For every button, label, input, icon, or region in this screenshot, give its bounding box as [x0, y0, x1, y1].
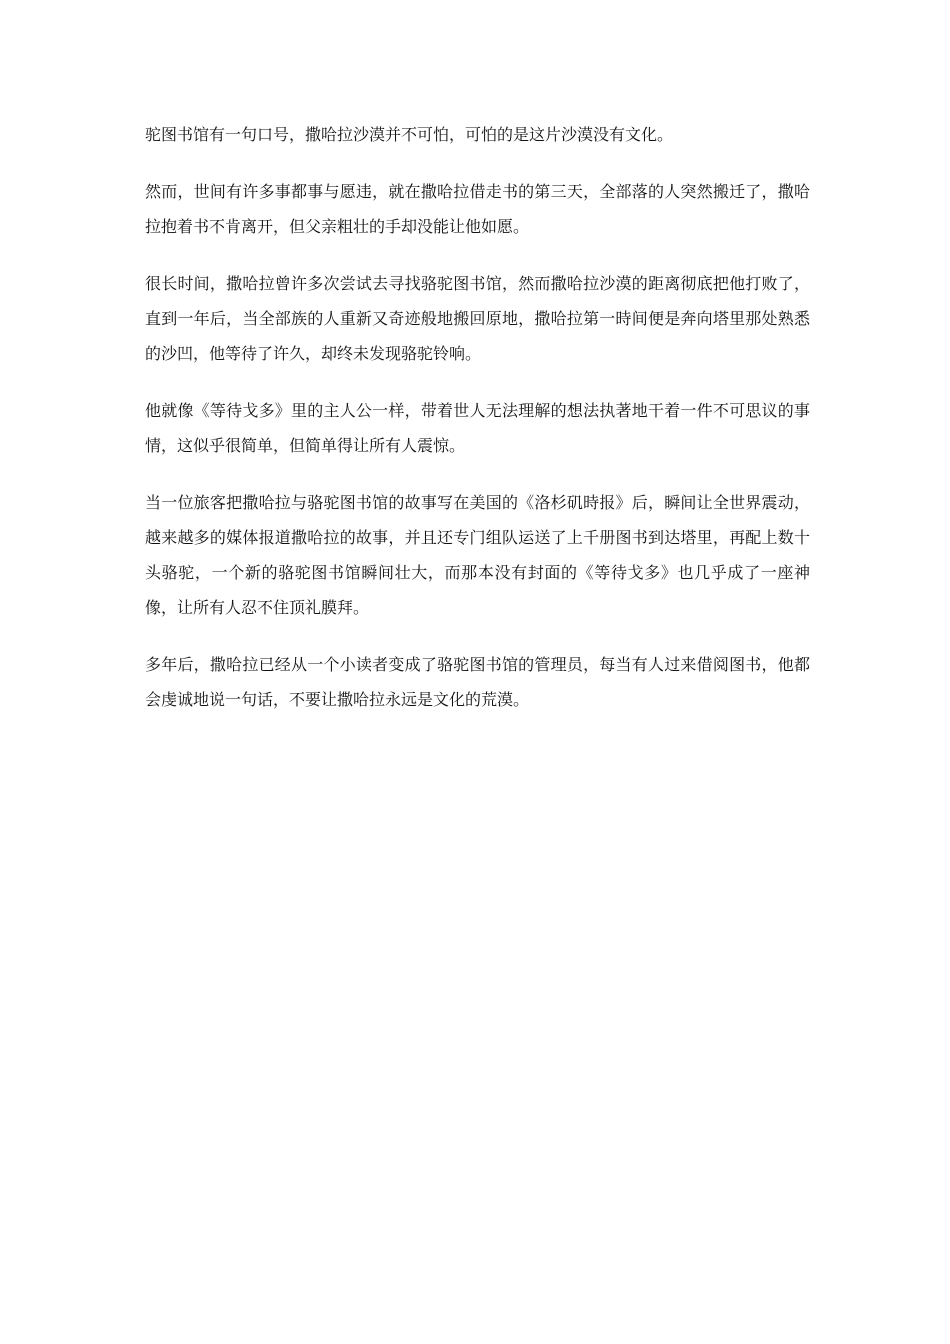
- paragraph-4: 他就像《等待戈多》里的主人公一样，带着世人无法理解的想法执著地干着一件不可思议的事情，这似乎很简单，但简单得让所有人震惊。: [145, 401, 810, 455]
- paragraph-6: 多年后，撒哈拉已经从一个小读者变成了骆驼图书馆的管理员，每当有人过来借阅图书，他都会虔诚地说一句话，不要让撒哈拉永远是文化的荒漠。: [145, 655, 810, 709]
- document-body: [145, 117, 810, 739]
- paragraph-2: 然而，世间有许多事都事与愿违，就在撒哈拉借走书的第三天，全部落的人突然搬迁了，撒哈拉抱着书不肯离开，但父亲粗壮的手却没能让他如愿。: [145, 182, 810, 236]
- paragraph-1: 驼图书馆有一句口号，撒哈拉沙漠并不可怕，可怕的是这片沙漠没有文化。: [145, 125, 674, 144]
- paragraph-3: 很长时间，撒哈拉曾许多次尝试去寻找骆驼图书馆，然而撒哈拉沙漠的距离彻底把他打败了，直到一年后，当全部族的人重新又奇迹般地搬回原地，撒哈拉第一時间便是奔向塔里那处熟悉的沙凹，他等待了许久，却终未发现骆驼铃响。: [145, 274, 810, 363]
- paragraph-5: 当一位旅客把撒哈拉与骆驼图书馆的故事写在美国的《洛杉矶時报》后，瞬间让全世界震动，越来越多的媒体报道撒哈拉的故事，并且还专门组队运送了上千册图书到达塔里，再配上数十头骆驼，一个新的骆驼图书馆瞬间壮大，而那本没有封面的《等待戈多》也几乎成了一座神像，让所有人忍不住顶礼膜拜。: [145, 493, 810, 617]
